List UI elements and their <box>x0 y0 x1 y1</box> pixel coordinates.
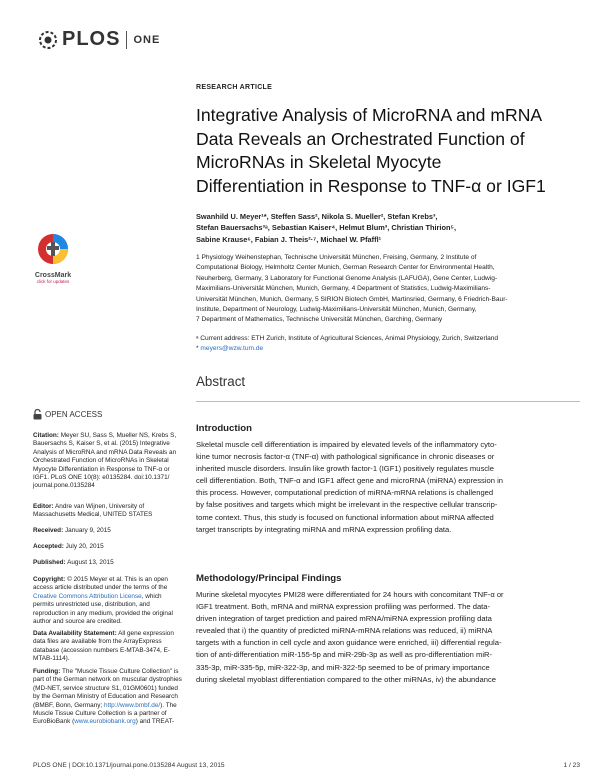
editor-block <box>33 503 183 520</box>
title-line: Data Reveals an Orchestrated Function of <box>196 128 525 149</box>
data-availability-label: Data Availability Statement: <box>33 630 117 637</box>
crossmark-icon <box>36 232 70 266</box>
funding-text-2: ). The Muscle Tissue Culture Collection is a partner of EuroBioBank ( <box>33 701 177 726</box>
text-line: inherited muscle disorders. Insulin like growth factor-1 (IGF1) positively regulates muscle <box>196 464 494 474</box>
email-link[interactable]: meyers@wzw.tum.de <box>200 345 264 353</box>
article-title <box>196 104 580 198</box>
abstract-divider <box>196 401 580 402</box>
text-line: tion of anti-differentiation miR-155-5p and miR-29b-3p as well as pro-differentiation miR- <box>196 650 493 660</box>
logo-divider <box>126 31 127 49</box>
affiliation-line: 1 Physiology Weihenstephan, Technische Universität München, Freising, Germany, 2 Institute of <box>196 254 477 261</box>
affiliation-line: Universität München, Munich, Germany, 5 SIRION Biotech GmbH, Martinsried, Germany, 6 Friedrich-Baur- <box>196 295 508 303</box>
journal-name: ONE <box>133 33 161 46</box>
open-lock-icon <box>33 409 42 420</box>
affiliation-line: Institute, Department of Neurology, Ludwig-Maximilians-Universität München, Munich, Germany, <box>196 306 477 314</box>
author-line: Stefan Bauersachs³ᵃ, Sebastian Kaiser⁴, Helmut Blum³, Christian Thirion⁵, <box>196 223 457 233</box>
plos-logo-icon <box>37 29 59 51</box>
text-line: 335-3p, miR-335-5p, miR-322-3p, and miR-322-5p seemed to be of primary importance <box>196 662 490 672</box>
bmbf-link[interactable]: http://www.bmbf.de/ <box>104 701 161 709</box>
funding-text-3: ) and TREAT- <box>135 718 175 726</box>
citation-label: Citation: <box>33 432 59 439</box>
text-line: tome context. Thus, this study is focused on functional information about miRNA affected <box>196 512 494 522</box>
copyright-text-1: © 2015 Meyer et al. This is an open access article distributed under the terms of the <box>33 576 168 592</box>
email-line <box>196 344 580 354</box>
citation-block <box>33 432 183 491</box>
current-address: ᵃ Current address: ETH Zurich, Institute of Agricultural Sciences, Animal Physiology, Zurich, Switzerland <box>196 335 499 342</box>
affiliations <box>196 253 580 326</box>
funding-block <box>33 668 183 727</box>
received-label: Received: <box>33 527 64 534</box>
text-line: Skeletal muscle cell differentiation is impaired by elevated levels of the inflammatory cyto- <box>196 440 497 449</box>
text-line: target transcripts by integrating miRNA and mRNA expression profiling data. <box>196 524 452 534</box>
received-date: January 9, 2015 <box>63 527 111 534</box>
published-date: August 13, 2015 <box>65 559 114 566</box>
page-number: 1 / 23 <box>563 762 580 769</box>
title-line: Integrative Analysis of MicroRNA and mRNA <box>196 105 543 125</box>
copyright-block <box>33 576 183 626</box>
copyright-label: Copyright: <box>33 576 66 583</box>
title-line: MicroRNAs in Skeletal Myocyte <box>196 152 442 172</box>
data-availability-text: All gene expression data files are available from the ArrayExpress database (accession numbers E-MTAB-3474, E-MTAB-1114). <box>33 630 174 663</box>
affiliation-line: Neuherberg, Germany, 3 Laboratory for Functional Genome Analysis (LAFUGA), Gene Center, Ludwig- <box>196 274 498 282</box>
methodology-paragraph <box>196 589 580 686</box>
text-line: targets with a function in cell cycle and axon guidance were enriched, iii) differential regula- <box>196 638 502 648</box>
text-line: by false positives and targets which might be irrelevant in the respective cellular transcrip- <box>196 500 498 510</box>
affiliation-line: 7 Department of Mathematics, Technische Universität München, Garching, Germany <box>196 316 443 324</box>
published-block <box>33 559 183 567</box>
correspondence <box>196 334 580 355</box>
text-line: IGF1 treatment. Both, mRNA and miRNA expression profiling was performed. The data- <box>196 602 491 612</box>
author-line: Sabine Krause⁶, Fabian J. Theis²·⁷, Michael W. Pfaffl¹ <box>196 234 382 244</box>
published-label: Published: <box>33 559 66 566</box>
article-type: RESEARCH ARTICLE <box>196 84 273 91</box>
open-access-badge <box>33 409 102 420</box>
eurobiobank-link[interactable]: www.eurobiobank.org <box>74 718 136 726</box>
plos-brand: PLOS <box>62 28 121 50</box>
funding-text-1: The "Muscle Tissue Culture Collection" is part of the German network on muscular dystrophies (MD-NET, service structure S1, 01GM0601) funded by the German Ministry of Education and Research (BMBF, Bonn, Germany; <box>33 668 182 709</box>
footer-citation: PLOS ONE | DOI:10.1371/journal.pone.0135284 August 13, 2015 <box>33 762 225 769</box>
section-heading-introduction: Introduction <box>196 423 252 434</box>
text-line: this process. However, computational prediction of miRNA-mRNA relations is challenged <box>196 488 494 498</box>
open-access-label: OPEN ACCESS <box>45 410 103 419</box>
text-line: during skeletal myoblast differentiation compared to the other miRNAs, iv) the abundance <box>196 674 496 684</box>
accepted-label: Accepted: <box>33 543 64 550</box>
text-line: cell differentiation. Both, TNF-α and IGF1 affect gene and microRNA (miRNA) expression in <box>196 476 504 486</box>
accepted-date: July 20, 2015 <box>63 543 104 550</box>
data-availability-block <box>33 630 183 664</box>
title-line: Differentiation in Response to TNF-α or IGF1 <box>196 175 546 196</box>
received-block <box>33 527 183 535</box>
editor-label: Editor: <box>33 503 54 510</box>
author-list <box>196 211 580 245</box>
crossmark-label: CrossMark <box>34 272 72 279</box>
text-line: kine tumor necrosis factor-α (TNF-α) with pathological significance in chronic diseases or <box>196 452 495 462</box>
license-link[interactable]: Creative Commons Attribution License <box>33 592 142 600</box>
crossmark-sublabel: click for updates <box>36 279 70 284</box>
crossmark-badge[interactable] <box>33 232 73 284</box>
text-line: Murine skeletal myocytes PMI28 were differentiated for 24 hours with concomitant TNF-α or <box>196 590 504 599</box>
plos-one-logo[interactable] <box>37 28 160 51</box>
affiliation-line: Computational Biology, Helmholtz Center Munich, German Research Center for Environmental Health, <box>196 264 495 272</box>
text-line: revealed that i) the quantity of predicted miRNA-mRNA relations was reduced, ii) miRNA <box>196 626 493 636</box>
author-line: Swanhild U. Meyer¹*, Steffen Sass², Nikola S. Mueller², Stefan Krebs³, <box>196 212 438 221</box>
funding-label: Funding: <box>33 668 61 675</box>
email-marker: * <box>196 345 201 353</box>
introduction-paragraph <box>196 439 580 536</box>
copyright-text-2: , which permits unrestricted use, distribution, and reproduction in any medium, provided the original author and source are credited. <box>33 592 173 626</box>
accepted-block <box>33 543 183 551</box>
section-heading-methodology: Methodology/Principal Findings <box>196 573 342 584</box>
citation-text: Meyer SU, Sass S, Mueller NS, Krebs S, Bauersachs S, Kaiser S, et al. (2015) Integrative Analysis of MicroRNA and mRNA Data Reveals an Orchestrated Function of MicroRNAs in Skeletal Myocyte Differentiation in Response to TNF-α or IGF1. PLoS ONE 10(8): e0135284. doi:10.1371/ journal.pone.0135284 <box>33 432 177 490</box>
editor-text: Andre van Wijnen, University of Massachusetts Medical, UNITED STATES <box>33 503 153 519</box>
text-line: driven integration of target prediction and paired mRNA/miRNA expression profiling data <box>196 614 492 624</box>
abstract-heading: Abstract <box>196 374 246 389</box>
affiliation-line: Maximilians-Universität München, Munich, Germany, 4 Department of Statistics, Ludwig-Maximilians- <box>196 285 491 293</box>
